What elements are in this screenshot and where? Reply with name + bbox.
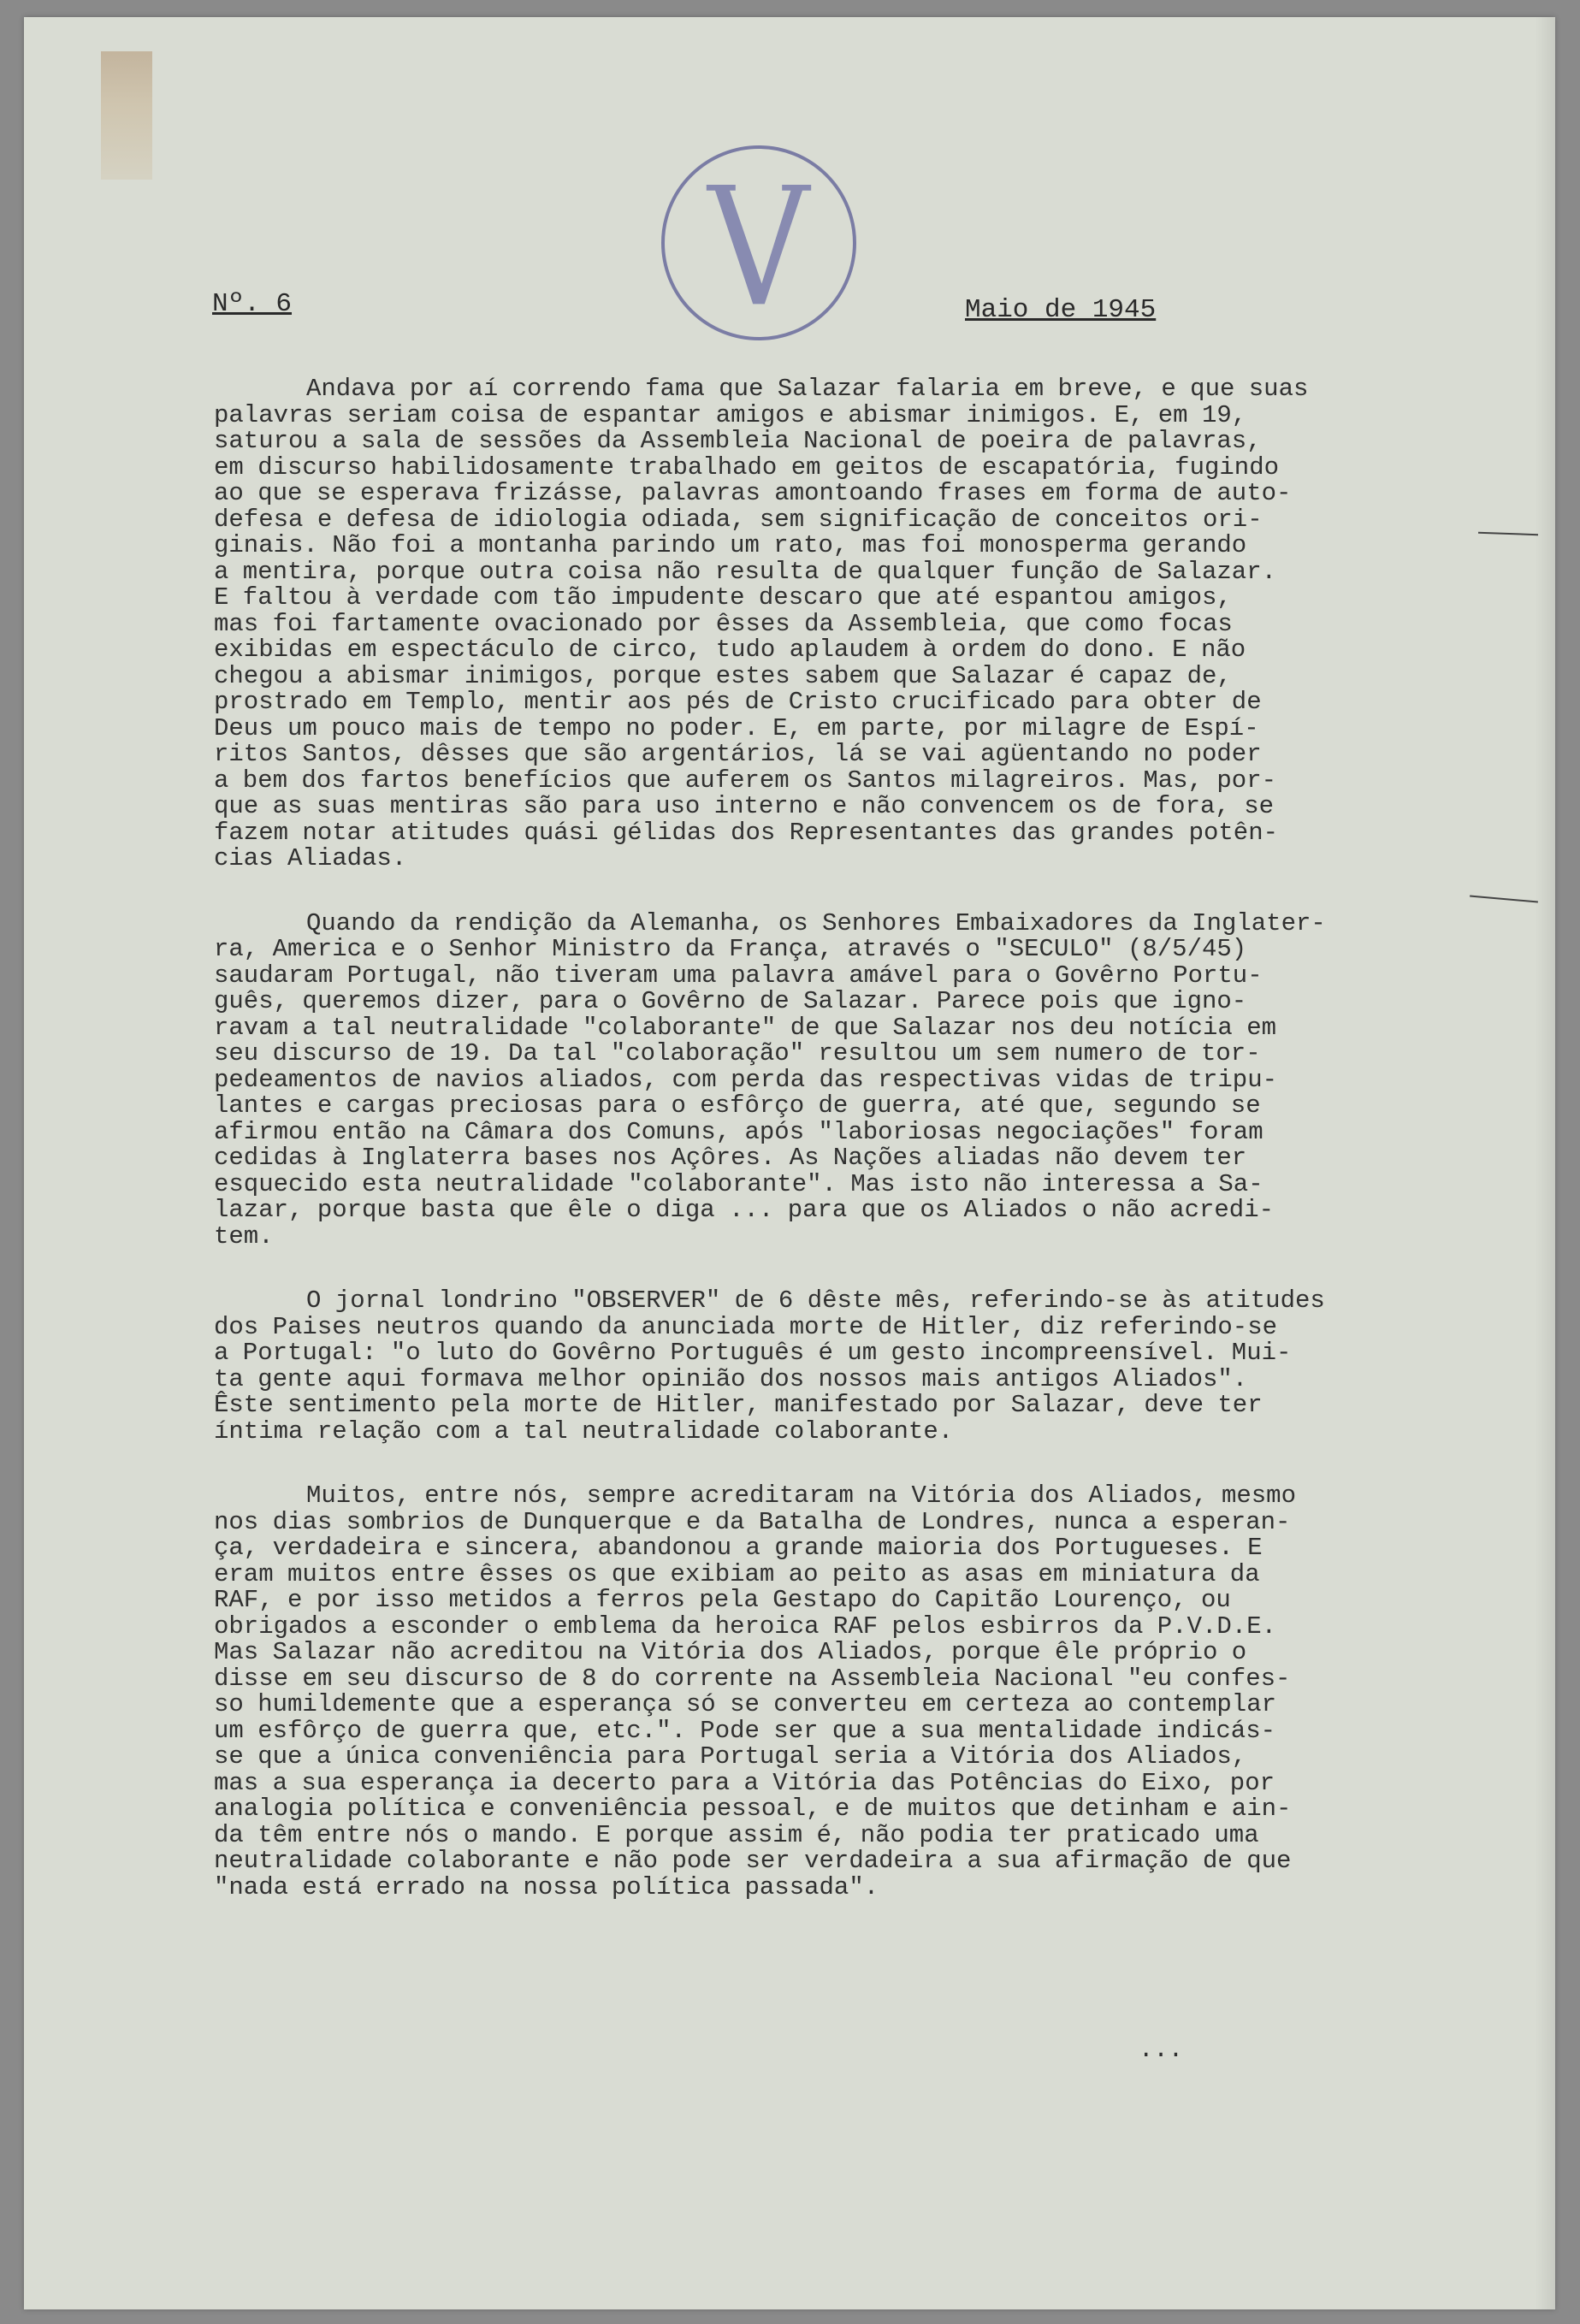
paragraph-1 [214,376,1480,872]
text-line: a mentira, porque outra coisa não resulta de qualquer função de Salazar. [214,557,1277,586]
v-stamp-seal [661,145,856,340]
document-page [24,17,1555,2309]
text-line: Quando da rendição da Alemanha, os Senhores Embaixadores da Inglater- [306,908,1326,937]
text-line: dos Paises neutros quando da anunciada morte de Hitler, diz referindo-se [214,1312,1278,1341]
text-line: analogia política e conveniência pessoal, e de muitos que detinham e ain- [214,1795,1292,1823]
margin-pen-stroke [1478,532,1538,535]
paragraph-2 [214,908,1480,1251]
issue-number: Nº. 6 [212,289,293,319]
text-line: fazem notar atitudes quási gélidas dos Representantes das grandes potên- [214,818,1279,847]
text-line: a Portugal: "o luto do Govêrno Português é um gesto incompreensível. Mui- [214,1339,1292,1367]
text-line: Êste sentimento pela morte de Hitler, manifestado por Salazar, deve ter [214,1391,1263,1419]
text-line: ravam a tal neutralidade "colaborante" de que Salazar nos deu notícia em [214,1013,1277,1042]
text-line: Andava por aí correndo fama que Salazar falaria em breve, e que suas [306,375,1309,403]
torn-corner-mark [101,51,152,180]
text-line: Mas Salazar não acreditou na Vitória dos Aliados, porque êle próprio o [214,1638,1247,1666]
text-line: esquecido esta neutralidade "colaborante". Mas isto não interessa a Sa- [214,1169,1263,1198]
text-line: mas a sua esperança ia decerto para a Vitória das Potências do Eixo, por [214,1768,1275,1797]
text-line: so humildemente que a esperança só se converteu em certeza ao contemplar [214,1690,1277,1718]
text-line: que as suas mentiras são para uso interno e não convencem os de fora, se [214,792,1275,820]
text-line: saturou a sala de sessões da Assembleia Nacional de poeira de palavras, [214,427,1262,455]
text-line: exibidas em espectáculo de circo, tudo aplaudem à ordem do dono. E não [214,636,1246,664]
text-line: nos dias sombrios de Dunquerque e da Batalha de Londres, nunca a esperan- [214,1507,1291,1536]
text-line: palavras seriam coisa de espantar amigos e abismar inimigos. E, em 19, [214,400,1247,429]
text-line: chegou a abismar inimigos, porque estes sabem que Salazar é capaz de, [214,661,1232,690]
text-line: disse em seu discurso de 8 do corrente na Assembleia Nacional "eu confes- [214,1664,1291,1693]
text-line: ra, America e o Senhor Ministro da França, através o "SECULO" (8/5/45) [214,935,1247,963]
text-line: se que a única conveniência para Portugal seria a Vitória dos Aliados, [214,1742,1247,1771]
v-stamp-letter [686,170,831,316]
text-line: ginais. Não foi a montanha parindo um rato, mas foi monosperma gerando [214,531,1247,559]
text-line: ao que se esperava frizásse, palavras amontoando frases em forma de auto- [214,479,1292,507]
text-line: defesa e defesa de idiologia odiada, sem significação de conceitos ori- [214,505,1263,534]
text-line: eram muitos entre êsses os que exibiam ao peito as asas em miniatura da [214,1559,1260,1588]
text-line: ça, verdadeira e sincera, abandonou a grande maioria dos Portugueses. E [214,1534,1263,1562]
text-line: da têm entre nós o mando. E porque assim é, não podia ter praticado uma [214,1820,1259,1849]
text-line: pedeamentos de navios aliados, com perda das respectivas vidas de tripu- [214,1065,1278,1094]
text-line: Muitos, entre nós, sempre acreditaram na Vitória dos Aliados, mesmo [306,1481,1296,1510]
margin-pen-stroke [1470,896,1538,903]
text-line: a bem dos fartos benefícios que auferem os Santos milagreiros. Mas, por- [214,766,1277,795]
text-line: cias Aliadas. [214,844,407,872]
text-line: RAF, e por isso metidos a ferros pela Gestapo do Capitão Lourenço, ou [214,1586,1231,1614]
text-line: seu discurso de 19. Da tal "colaboração" resultou um sem numero de tor- [214,1039,1261,1067]
text-line: mas foi fartamente ovacionado por êsses da Assembleia, que como focas [214,609,1233,638]
text-line: um esfôrço de guerra que, etc.". Pode ser que a sua mentalidade indicás- [214,1716,1276,1745]
paragraph-4 [214,1483,1480,1901]
text-line: "nada está errado na nossa política passada". [214,1872,879,1901]
text-line: saudaram Portugal, não tiveram uma palavra amável para o Govêrno Portu- [214,961,1263,990]
text-line: obrigados a esconder o emblema da heroica RAF pelos esbirros da P.V.D.E. [214,1611,1277,1641]
text-line: guês, queremos dizer, para o Govêrno de Salazar. Parece pois que igno- [214,987,1247,1015]
text-line: íntima relação com a tal neutralidade colaborante. [214,1416,954,1446]
text-line: ritos Santos, dêsses que são argentários, lá se vai agüentando no poder [214,740,1262,768]
text-line: O jornal londrino "OBSERVER" de 6 dêste mês, referindo-se às atitudes [306,1286,1325,1315]
text-line: tem. [214,1221,274,1251]
issue-date: Maio de 1945 [965,295,1157,325]
text-line: E faltou à verdade com tão impudente descaro que até espantou amigos, [214,583,1232,612]
text-line: lazar, porque basta que êle o diga ... para que os Aliados o não acredi- [214,1196,1275,1224]
text-line: prostrado em Templo, mentir aos pés de Cristo crucificado para obter de [214,688,1262,716]
page-edge-shadow [1535,17,1555,2309]
text-line: em discurso habilidosamente trabalhado em geitos de escapatória, fugindo [214,452,1280,482]
text-line: cedidas à Inglaterra bases nos Açôres. As Nações aliadas não devem ter [214,1144,1247,1172]
paragraph-3 [214,1288,1480,1445]
article-body [214,376,1480,1939]
text-line: Deus um pouco mais de tempo no poder. E, em parte, por milagre de Espí- [214,713,1259,742]
text-line: ta gente aqui formava melhor opinião dos nossos mais antigos Aliados". [214,1364,1248,1393]
text-line: neutralidade colaborante e não pode ser verdadeira a sua afirmação de que [214,1847,1292,1875]
text-line: lantes e cargas preciosas para o esfôrço de guerra, até que, segundo se [214,1091,1261,1120]
text-line: afirmou então na Câmara dos Comuns, após "laboriosas negociações" foram [214,1117,1263,1146]
continuation-mark: ... [1139,2036,1184,2064]
